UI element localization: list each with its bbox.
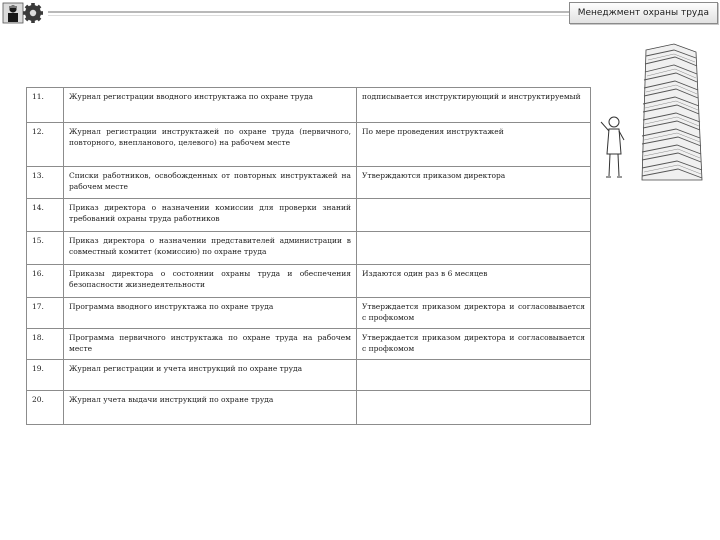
document-name: Программа первичного инструктажа по охране труда на рабочем месте [64,329,357,360]
document-note: Издаются один раз в 6 месяцев [357,265,591,298]
paper-stack-icon [642,44,702,180]
document-name: Журнал регистрации инструктажей по охране труда (первичного, повторного, внепланового, целевого) на рабочем месте [64,123,357,167]
table-row [27,298,591,329]
document-name: Программа вводного инструктажа по охране труда [64,298,357,329]
row-number: 16. [27,265,64,298]
row-number: 11. [27,88,64,123]
row-number: 15. [27,232,64,265]
row-number: 20. [27,391,64,425]
document-note [357,199,591,232]
header-divider-thin [48,15,578,16]
paper-stack-with-person-icon [596,42,712,184]
row-number: 17. [27,298,64,329]
document-note [357,360,591,391]
row-number: 13. [27,167,64,199]
table-row [27,167,591,199]
row-number: 19. [27,360,64,391]
table-row [27,391,591,425]
header-divider [48,11,578,13]
document-note [357,232,591,265]
document-note: Утверждаются приказом директора [357,167,591,199]
gear-icon [23,3,43,23]
row-number: 14. [27,199,64,232]
row-number: 12. [27,123,64,167]
row-number: 18. [27,329,64,360]
person-icon [601,117,624,177]
table-row [27,123,591,167]
document-name: Журнал регистрации вводного инструктажа по охране труда [64,88,357,123]
documents-table [26,87,591,425]
table-row [27,265,591,298]
document-name: Списки работников, освобожденных от повторных инструктажей на рабочем месте [64,167,357,199]
document-name: Журнал регистрации и учета инструкций по охране труда [64,360,357,391]
document-note: Утверждается приказом директора и согласовывается с профкомом [357,329,591,360]
table-row [27,360,591,391]
document-note [357,391,591,425]
worker-icon [3,3,23,23]
document-note: Утверждается приказом директора и согласовывается с профкомом [357,298,591,329]
document-name: Приказ директора о назначении представителей администрации в совместный комитет (комиссию) по охране труда [64,232,357,265]
table-row [27,232,591,265]
document-name: Приказы директора о состоянии охраны труда и обеспечения безопасности жизнедеятельности [64,265,357,298]
header-logo [2,2,44,24]
table-body [27,88,591,425]
document-name: Журнал учета выдачи инструкций по охране труда [64,391,357,425]
table-row [27,88,591,123]
section-title: Менеджмент охраны труда [569,2,718,24]
document-name: Приказ директора о назначении комиссии для проверки знаний требований охраны труда работников [64,199,357,232]
document-note: подписывается инструктирующий и инструктируемый [357,88,591,123]
document-note: По мере проведения инструктажей [357,123,591,167]
top-bar [0,0,720,26]
table-row [27,329,591,360]
table-row [27,199,591,232]
